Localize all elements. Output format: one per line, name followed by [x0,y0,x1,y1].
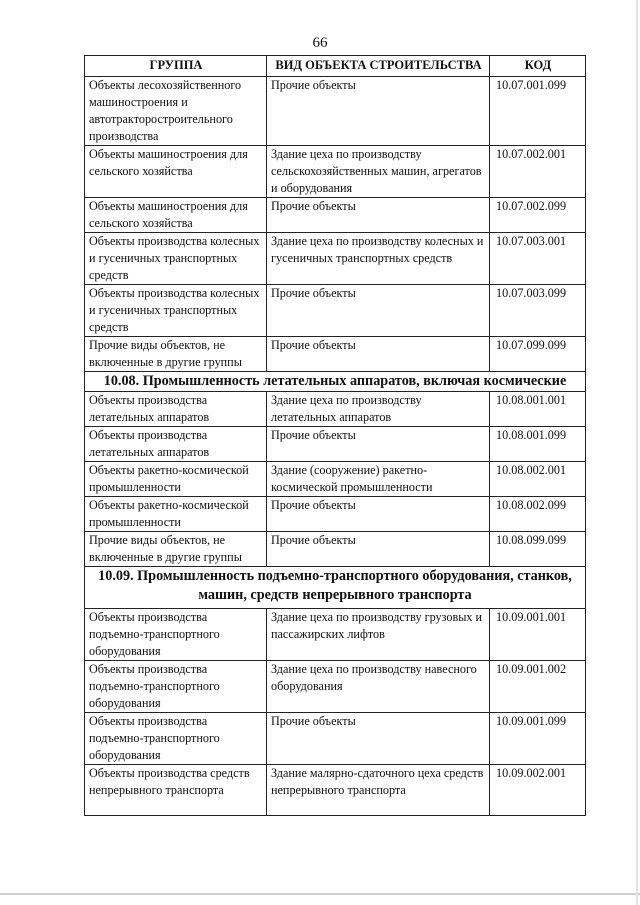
cell-object-type: Здание цеха по производству сельскохозяйственных машин, агрегатов и оборудования [267,146,490,198]
cell-group: Объекты производства летательных аппаратов [85,427,267,462]
cell-group: Объекты лесохозяйственного машиностроения и автотракторостроительного производства [85,77,267,146]
section-row [85,372,586,392]
cell-code: 10.08.099.099 [490,532,586,567]
cell-code: 10.08.001.099 [490,427,586,462]
cell-code: 10.08.002.099 [490,497,586,532]
table-row [85,77,586,146]
cell-group: Объекты производства средств непрерывного транспорта [85,765,267,816]
cell-code: 10.08.002.001 [490,462,586,497]
cell-code: 10.07.003.001 [490,233,586,285]
scan-edge-bottom [0,893,640,895]
cell-code: 10.07.002.099 [490,198,586,233]
table-row [85,146,586,198]
cell-object-type: Прочие объекты [267,337,490,372]
cell-group: Объекты производства подъемно-транспортного оборудования [85,713,267,765]
table-row [85,713,586,765]
cell-object-type: Прочие объекты [267,198,490,233]
cell-group: Объекты производства летательных аппаратов [85,392,267,427]
cell-object-type: Прочие объекты [267,532,490,567]
scan-edge-right [636,0,638,905]
section-row [85,567,586,609]
classification-table [84,55,586,816]
table-row [85,462,586,497]
header-group: ГРУППА [85,56,267,77]
cell-code: 10.07.001.099 [490,77,586,146]
cell-code: 10.09.001.001 [490,609,586,661]
cell-object-type: Здание цеха по производству грузовых и пассажирских лифтов [267,609,490,661]
table-row [85,427,586,462]
table-row [85,337,586,372]
cell-code: 10.09.001.002 [490,661,586,713]
cell-object-type: Прочие объекты [267,77,490,146]
cell-group: Объекты производства подъемно-транспортного оборудования [85,661,267,713]
cell-group: Прочие виды объектов, не включенные в другие группы [85,532,267,567]
cell-code: 10.09.002.001 [490,765,586,816]
page-number: 66 [312,35,328,51]
cell-group: Объекты машиностроения для сельского хозяйства [85,146,267,198]
cell-group: Объекты производства колесных и гусеничных транспортных средств [85,285,267,337]
cell-group: Объекты машиностроения для сельского хозяйства [85,198,267,233]
cell-group: Объекты производства колесных и гусеничных транспортных средств [85,233,267,285]
table-row [85,233,586,285]
cell-group: Объекты ракетно-космической промышленности [85,497,267,532]
table-row [85,661,586,713]
table-row [85,285,586,337]
cell-object-type: Здание малярно-сдаточного цеха средств непрерывного транспорта [267,765,490,816]
header-code: КОД [490,56,586,77]
cell-object-type: Прочие объекты [267,427,490,462]
cell-group: Объекты производства подъемно-транспортного оборудования [85,609,267,661]
cell-code: 10.08.001.001 [490,392,586,427]
header-object-type: ВИД ОБЪЕКТА СТРОИТЕЛЬСТВА [267,56,490,77]
cell-object-type: Прочие объекты [267,713,490,765]
cell-group: Объекты ракетно-космической промышленности [85,462,267,497]
table-row [85,497,586,532]
table-row [85,765,586,816]
cell-object-type: Прочие объекты [267,497,490,532]
cell-object-type: Здание цеха по производству колесных и гусеничных транспортных средств [267,233,490,285]
cell-object-type: Здание цеха по производству навесного оборудования [267,661,490,713]
cell-group: Прочие виды объектов, не включенные в другие группы [85,337,267,372]
section-title: 10.08. Промышленность летательных аппаратов, включая космические [85,372,586,392]
cell-code: 10.09.001.099 [490,713,586,765]
cell-object-type: Здание цеха по производству летательных аппаратов [267,392,490,427]
table-row [85,392,586,427]
table-header-row [85,56,586,77]
cell-object-type: Прочие объекты [267,285,490,337]
cell-code: 10.07.003.099 [490,285,586,337]
cell-code: 10.07.002.001 [490,146,586,198]
table-row [85,532,586,567]
cell-code: 10.07.099.099 [490,337,586,372]
cell-object-type: Здание (сооружение) ракетно-космической промышленности [267,462,490,497]
table-row [85,609,586,661]
table-row [85,198,586,233]
section-title: 10.09. Промышленность подъемно-транспортного оборудования, станков, машин, средств непрерывного транспорта [85,567,586,609]
